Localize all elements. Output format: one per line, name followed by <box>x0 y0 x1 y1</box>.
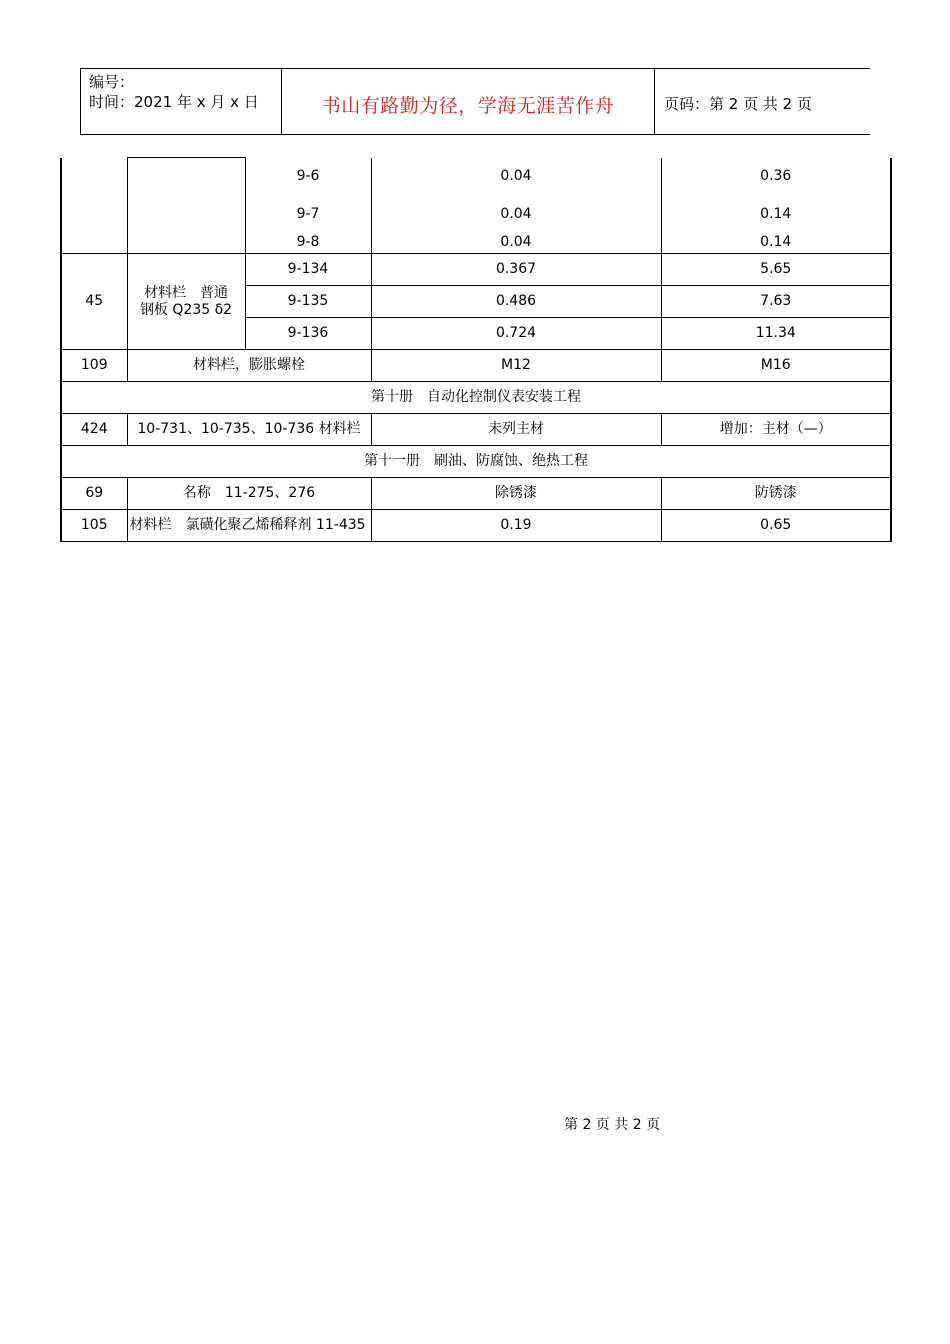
name-cell <box>127 158 245 254</box>
number-label: 编号： <box>89 73 135 91</box>
header-info-cell <box>81 69 282 134</box>
value-cell: 防锈漆 <box>661 478 891 510</box>
value-cell: 0.14 <box>661 234 891 254</box>
name-cell: 材料栏 氯磺化聚乙烯稀释剂 11-435 <box>127 510 371 542</box>
value-cell: 增加：主材（—） <box>661 414 891 446</box>
no-cell: 424 <box>61 414 127 446</box>
value-cell: 除锈漆 <box>371 478 661 510</box>
name-cell: 材料栏，膨胀螺栓 <box>127 350 371 382</box>
value-cell: 0.04 <box>371 158 661 196</box>
value-cell: M12 <box>371 350 661 382</box>
table-row <box>61 254 891 286</box>
value-cell: 0.04 <box>371 234 661 254</box>
value-cell: 5.65 <box>661 254 891 286</box>
table-row <box>61 510 891 542</box>
value-cell: 0.65 <box>661 510 891 542</box>
table-row <box>61 414 891 446</box>
section-title: 第十册 自动化控制仪表安装工程 <box>61 382 891 414</box>
code-cell: 9-134 <box>245 254 371 286</box>
code-cell: 9-6 <box>245 158 371 196</box>
value-cell: M16 <box>661 350 891 382</box>
no-cell: 109 <box>61 350 127 382</box>
motto-text: 书山有路勤为径，学海无涯苦作舟 <box>321 95 615 117</box>
section-row <box>61 446 891 478</box>
value-cell: 0.367 <box>371 254 661 286</box>
table-row <box>61 158 891 196</box>
value-cell: 0.14 <box>661 196 891 234</box>
code-cell: 9-135 <box>245 286 371 318</box>
page-footer: 第 2 页 共 2 页 <box>564 1117 661 1133</box>
value-cell: 7.63 <box>661 286 891 318</box>
value-cell: 0.486 <box>371 286 661 318</box>
code-cell: 9-8 <box>245 234 371 254</box>
name-cell: 名称 11-275、276 <box>127 478 371 510</box>
name-cell: 材料栏 普通钢板 Q235 δ2 <box>127 254 245 350</box>
header-page-cell <box>655 69 871 134</box>
time-label: 时间：2021 年 x 月 x 日 <box>89 93 259 111</box>
table-row <box>61 478 891 510</box>
section-title: 第十一册 刷油、防腐蚀、绝热工程 <box>61 446 891 478</box>
page-number-label: 页码：第 2 页 共 2 页 <box>664 95 812 113</box>
value-cell: 0.19 <box>371 510 661 542</box>
header-motto-cell <box>282 69 655 134</box>
code-cell: 9-7 <box>245 196 371 234</box>
table-row <box>61 350 891 382</box>
name-cell: 10-731、10-735、10-736 材料栏 <box>127 414 371 446</box>
no-cell: 45 <box>61 254 127 350</box>
value-cell: 11.34 <box>661 318 891 350</box>
quota-correction-table <box>60 157 892 542</box>
value-cell: 0.36 <box>661 158 891 196</box>
value-cell: 0.04 <box>371 196 661 234</box>
code-cell: 9-136 <box>245 318 371 350</box>
value-cell: 0.724 <box>371 318 661 350</box>
no-cell: 69 <box>61 478 127 510</box>
section-row <box>61 382 891 414</box>
no-cell <box>61 158 127 254</box>
no-cell: 105 <box>61 510 127 542</box>
document-header <box>80 68 870 135</box>
value-cell: 未列主材 <box>371 414 661 446</box>
